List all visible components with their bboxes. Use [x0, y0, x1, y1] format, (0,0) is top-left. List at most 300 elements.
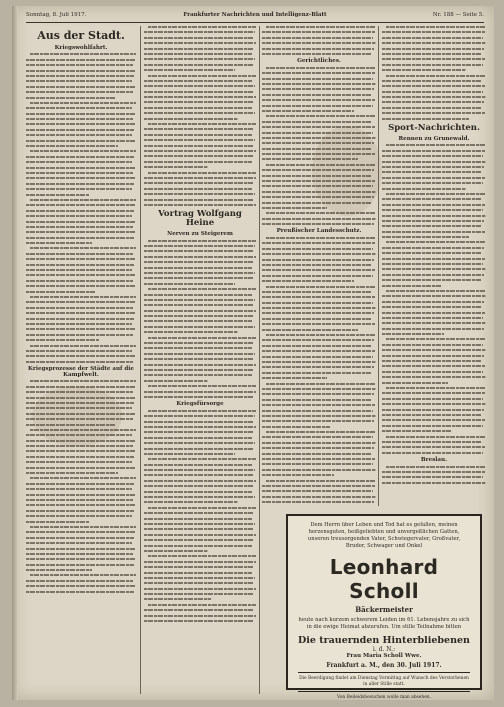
obituary-mourners: Die trauernden Hinterbliebenen	[298, 635, 470, 646]
text-line	[26, 488, 132, 490]
text-line	[26, 113, 135, 115]
text-line	[144, 42, 256, 44]
text-line	[144, 155, 254, 157]
text-line	[382, 37, 483, 39]
section-subheading: Kriegsfürsorge	[176, 400, 224, 407]
text-line	[144, 331, 238, 333]
text-line	[26, 210, 134, 212]
text-line	[144, 37, 253, 39]
section-heading: Breslau.	[420, 456, 448, 463]
text-line	[26, 307, 133, 309]
text-line	[144, 80, 252, 82]
text-line	[382, 48, 484, 50]
text-line	[382, 155, 483, 157]
text-line	[26, 553, 133, 555]
text-line	[262, 218, 376, 220]
text-line	[386, 75, 486, 77]
text-line	[262, 436, 373, 438]
text-line	[144, 518, 252, 520]
text-line	[382, 171, 482, 173]
text-line	[26, 467, 135, 469]
text-line	[262, 490, 373, 492]
text-line	[148, 458, 256, 460]
text-line	[26, 242, 92, 244]
text-line	[382, 268, 486, 270]
text-line	[148, 75, 256, 77]
text-line	[386, 144, 486, 146]
text-line	[262, 83, 376, 85]
text-line	[144, 561, 256, 563]
text-line	[262, 485, 375, 487]
text-line	[382, 419, 485, 421]
text-line	[382, 306, 482, 308]
text-line	[26, 510, 134, 512]
text-line	[144, 250, 253, 252]
text-line	[26, 301, 135, 303]
text-line	[382, 96, 486, 98]
text-line	[382, 382, 448, 384]
text-line	[262, 207, 327, 209]
page-fold	[12, 6, 18, 700]
text-line	[382, 274, 484, 276]
text-line	[382, 398, 483, 400]
article-body	[144, 410, 256, 622]
text-line	[30, 296, 136, 298]
text-line	[382, 101, 484, 103]
text-line	[148, 604, 256, 606]
text-line	[382, 471, 485, 473]
text-line	[26, 156, 134, 158]
text-line	[144, 358, 253, 360]
text-line	[26, 80, 132, 82]
text-line	[26, 521, 89, 523]
text-line	[26, 172, 133, 174]
text-line	[382, 64, 483, 66]
text-line	[382, 482, 486, 484]
text-line	[382, 376, 486, 378]
text-line	[382, 204, 485, 206]
text-line	[382, 279, 482, 281]
paper-stain	[32, 386, 122, 446]
text-line	[386, 436, 486, 438]
text-line	[144, 620, 254, 622]
text-line	[262, 393, 374, 395]
text-line	[382, 349, 486, 351]
text-line	[382, 107, 482, 109]
text-line	[144, 85, 255, 87]
text-line	[382, 312, 485, 314]
text-line	[262, 415, 376, 417]
text-line	[144, 421, 253, 423]
text-line	[144, 582, 253, 584]
text-line	[26, 253, 133, 255]
text-line	[144, 431, 254, 433]
text-line	[382, 112, 485, 114]
text-line	[26, 64, 133, 66]
text-line	[26, 226, 133, 228]
article-body	[382, 466, 486, 484]
text-line	[26, 91, 133, 93]
text-line	[26, 318, 134, 320]
obituary-widow: Frau Maria Scholl Wwe.	[346, 653, 422, 659]
text-line	[26, 461, 132, 463]
text-line	[148, 240, 256, 242]
text-line	[26, 531, 136, 533]
text-line	[262, 242, 375, 244]
text-line	[144, 283, 235, 285]
text-line	[262, 496, 376, 498]
text-line	[26, 123, 136, 125]
text-line	[382, 231, 485, 233]
text-line	[262, 269, 375, 271]
text-line	[144, 464, 252, 466]
text-line	[144, 512, 254, 514]
text-line	[266, 431, 376, 433]
text-line	[262, 78, 373, 80]
text-line	[382, 247, 484, 249]
text-line	[30, 199, 136, 201]
obituary-trade: Bäckermeister	[355, 605, 413, 614]
text-line	[26, 231, 136, 233]
text-line	[144, 426, 256, 428]
text-line	[26, 591, 134, 593]
text-line	[26, 269, 132, 271]
text-line	[262, 377, 327, 379]
text-line	[382, 177, 485, 179]
text-line	[144, 64, 253, 66]
text-line	[144, 96, 256, 98]
text-line	[262, 88, 374, 90]
text-line	[382, 182, 483, 184]
text-line	[262, 37, 373, 39]
text-line	[144, 31, 255, 33]
text-line	[26, 483, 134, 485]
text-line	[262, 426, 330, 428]
text-line	[144, 166, 208, 168]
text-line	[382, 236, 469, 238]
text-line	[144, 299, 255, 301]
text-line	[144, 550, 208, 552]
text-line	[382, 53, 482, 55]
text-line	[386, 26, 486, 28]
text-line	[382, 91, 483, 93]
text-line	[382, 150, 485, 152]
text-line	[26, 194, 89, 196]
newspaper-page	[12, 6, 494, 700]
text-line	[26, 237, 134, 239]
text-line	[144, 391, 256, 393]
text-line	[144, 128, 254, 130]
text-line	[386, 290, 486, 292]
text-line	[262, 372, 371, 374]
text-line	[26, 118, 133, 120]
text-line	[262, 458, 375, 460]
text-line	[144, 48, 254, 50]
text-line	[30, 526, 136, 528]
text-line	[382, 333, 444, 335]
text-line	[26, 134, 132, 136]
text-line	[26, 215, 132, 217]
text-line	[148, 26, 256, 28]
text-line	[144, 396, 254, 398]
text-line	[148, 410, 256, 412]
text-line	[262, 302, 373, 304]
text-line	[26, 86, 135, 88]
section-heading: Kriegsprozesse der Städte auf die Kampfwelt.	[28, 365, 134, 378]
text-line	[144, 469, 255, 471]
text-line	[386, 338, 486, 340]
text-line	[382, 322, 486, 324]
text-line	[26, 494, 135, 496]
article-body	[262, 237, 376, 503]
text-line	[382, 344, 483, 346]
text-line	[266, 480, 375, 482]
text-line	[26, 499, 133, 501]
text-line	[144, 347, 252, 349]
text-line	[382, 209, 483, 211]
text-line	[382, 355, 484, 357]
column-rule	[140, 26, 141, 694]
text-line	[26, 285, 136, 287]
text-line	[262, 296, 375, 298]
text-line	[30, 574, 136, 576]
text-line	[262, 307, 376, 309]
text-line	[262, 447, 374, 449]
text-line	[144, 69, 235, 71]
text-line	[144, 588, 256, 590]
section-subheading: Nerven zu Steigerem	[167, 230, 233, 237]
column-rule	[378, 26, 379, 506]
text-line	[144, 501, 238, 503]
text-line	[144, 442, 255, 444]
text-line	[144, 598, 211, 600]
obituary-intro: Dem Herrn über Leben und Tod hat es gefallen, meinen herzensguten, heißgeliebten und unvergeßlichen Gatten, unseren treusorgenden Vater, Schwiegervater, Großvater, Bruder, Schwager und Onkel	[307, 522, 461, 549]
column-2	[144, 26, 256, 694]
text-line	[262, 99, 375, 101]
text-line	[262, 291, 371, 293]
text-line	[26, 548, 135, 550]
text-line	[30, 345, 136, 347]
text-line	[30, 102, 136, 104]
text-line	[262, 442, 376, 444]
text-line	[26, 569, 92, 571]
text-line	[262, 264, 371, 266]
text-line	[26, 504, 136, 506]
column-1	[26, 26, 136, 694]
text-line	[26, 129, 134, 131]
text-line	[26, 334, 133, 336]
section-heading: Preußischer Landesschutz.	[276, 228, 362, 235]
text-line	[26, 97, 115, 99]
text-line	[144, 566, 254, 568]
text-line	[382, 198, 482, 200]
text-line	[262, 469, 376, 471]
text-line	[26, 107, 132, 109]
text-line	[144, 145, 253, 147]
text-line	[262, 420, 374, 422]
text-line	[144, 539, 254, 541]
section-heading: Gerichtliches.	[297, 57, 341, 64]
text-line	[144, 572, 252, 574]
text-line	[144, 294, 252, 296]
text-line	[262, 453, 371, 455]
obituary-body: heute nach kurzem schwerem Leiden im 61. Lebensjahre zu sich in die ewige Heimat abzurufen. Um stille Teilnahme bitten	[298, 617, 470, 630]
text-line	[382, 414, 482, 416]
section-subtitle: Rennen zu Grunewald.	[398, 135, 470, 142]
text-line	[262, 53, 371, 55]
text-line	[26, 585, 136, 587]
text-line	[144, 177, 256, 179]
text-line	[26, 472, 118, 474]
text-line	[382, 371, 483, 373]
text-line	[262, 404, 375, 406]
text-line	[26, 542, 132, 544]
text-line	[382, 295, 486, 297]
obituary-on-behalf: i. d. N.:	[372, 646, 396, 653]
text-line	[144, 272, 255, 274]
text-line	[262, 42, 376, 44]
text-line	[382, 317, 483, 319]
text-line	[262, 280, 354, 282]
text-line	[382, 446, 485, 448]
text-line	[30, 477, 136, 479]
text-line	[144, 380, 208, 382]
text-line	[382, 85, 485, 87]
text-line	[382, 301, 484, 303]
text-line	[262, 474, 334, 476]
text-line	[144, 364, 256, 366]
text-line	[30, 150, 136, 152]
text-line	[144, 474, 253, 476]
text-line	[144, 53, 252, 55]
column-rule	[259, 26, 260, 694]
text-line	[382, 118, 469, 120]
text-line	[144, 193, 255, 195]
header-date: Sonntag, 8. Juli 1917.	[26, 12, 87, 18]
text-line	[144, 448, 253, 450]
text-line	[382, 285, 441, 287]
column-4	[382, 26, 486, 506]
text-line	[262, 323, 375, 325]
text-line	[144, 320, 252, 322]
text-line	[144, 415, 255, 417]
text-line	[144, 437, 252, 439]
text-line	[144, 188, 252, 190]
text-line	[144, 101, 254, 103]
text-line	[262, 31, 375, 33]
text-line	[26, 221, 135, 223]
text-line	[144, 577, 255, 579]
text-line	[262, 253, 376, 255]
text-line	[262, 329, 358, 331]
text-line	[144, 534, 256, 536]
text-line	[382, 263, 483, 265]
text-line	[382, 476, 483, 478]
text-line	[144, 480, 256, 482]
text-line	[30, 247, 136, 249]
text-line	[382, 441, 482, 443]
text-line	[144, 134, 252, 136]
text-line	[266, 383, 376, 385]
article-body	[144, 26, 256, 206]
text-line	[262, 388, 376, 390]
text-line	[26, 167, 135, 169]
text-line	[144, 107, 252, 109]
text-line	[26, 339, 99, 341]
text-line	[26, 558, 136, 560]
text-line	[144, 353, 255, 355]
text-line	[144, 496, 255, 498]
text-line	[382, 69, 466, 71]
text-line	[382, 328, 484, 330]
text-line	[266, 26, 375, 28]
text-line	[262, 350, 375, 352]
text-line	[144, 593, 254, 595]
text-line	[144, 245, 255, 247]
obituary-notice	[286, 514, 482, 700]
text-line	[382, 188, 466, 190]
text-line	[26, 161, 132, 163]
divider	[298, 672, 470, 673]
text-line	[144, 182, 254, 184]
text-line	[262, 399, 371, 401]
text-line	[148, 555, 256, 557]
text-line	[26, 70, 136, 72]
divider	[298, 691, 470, 692]
text-line	[262, 410, 373, 412]
text-line	[144, 491, 252, 493]
text-line	[26, 280, 133, 282]
text-line	[262, 356, 373, 358]
text-line	[26, 75, 134, 77]
text-line	[148, 507, 256, 509]
text-line	[26, 145, 118, 147]
text-line	[26, 140, 135, 142]
text-line	[148, 123, 256, 125]
obituary-name: Leonhard Scholl	[329, 555, 439, 603]
text-line	[262, 105, 373, 107]
text-line	[144, 528, 253, 530]
section-title: Sport-Nachrichten.	[388, 122, 480, 133]
text-line	[144, 369, 254, 371]
text-line	[382, 360, 482, 362]
text-line	[144, 374, 252, 376]
text-line	[262, 259, 374, 261]
text-line	[262, 110, 354, 112]
obituary-condolence-notice: Von Beileidsbesuchen wolle man absehen.	[336, 695, 432, 700]
text-line	[144, 545, 252, 547]
text-line	[26, 450, 136, 452]
text-line	[26, 204, 136, 206]
text-line	[266, 237, 375, 239]
text-line	[26, 537, 134, 539]
text-line	[144, 310, 256, 312]
text-line	[382, 258, 485, 260]
text-line	[144, 342, 254, 344]
text-line	[148, 385, 256, 387]
text-line	[26, 361, 133, 363]
text-line	[382, 166, 484, 168]
text-line	[386, 387, 486, 389]
text-line	[382, 58, 485, 60]
text-line	[26, 177, 136, 179]
text-line	[262, 48, 374, 50]
text-line	[144, 267, 252, 269]
text-line	[26, 328, 135, 330]
text-line	[262, 275, 373, 277]
text-line	[382, 365, 485, 367]
text-line	[26, 456, 134, 458]
